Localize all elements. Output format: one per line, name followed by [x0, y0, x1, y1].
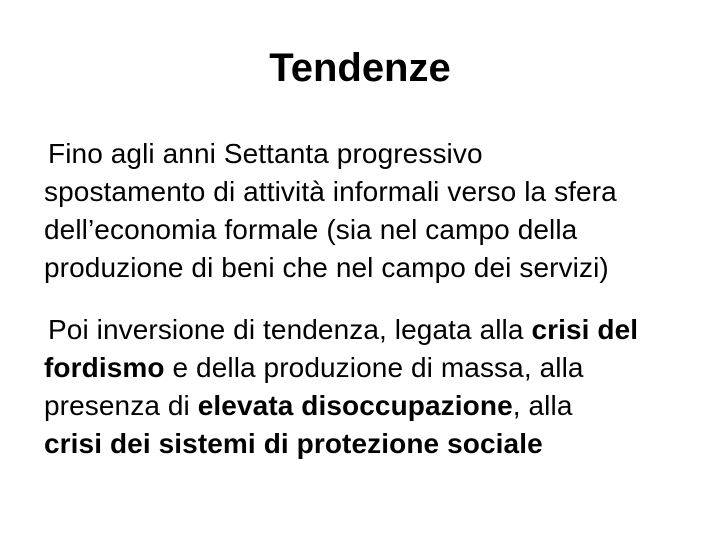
paragraph-2-bold-text: crisi del — [531, 314, 639, 345]
paragraph-2-text: Poi inversione di tendenza, legata alla — [48, 314, 532, 345]
paragraph-2-text: presenza di — [44, 390, 198, 421]
paragraph-1-line-3: dell’economia formale (sia nel campo della — [44, 214, 578, 245]
paragraph-2-bold-text: elevata disoccupazione — [197, 390, 513, 421]
paragraph-2-line-2 — [44, 349, 704, 387]
slide-title: Tendenze — [269, 46, 451, 90]
paragraph-1-line-1: Fino agli anni Settanta progressivo — [48, 138, 483, 169]
paragraph-1-line-4: produzione di beni che nel campo dei servizi) — [44, 252, 609, 283]
paragraph-2-line-3 — [44, 387, 704, 425]
paragraph-2-line-1 — [44, 311, 704, 349]
paragraph-2-text: e della produzione di massa, alla — [164, 352, 584, 383]
paragraph-1 — [44, 135, 704, 287]
paragraph-2-text: , alla — [512, 390, 573, 421]
paragraph-1-line-2: spostamento di attività informali verso la sfera — [44, 176, 617, 207]
paragraph-2-bold-text: fordismo — [44, 352, 165, 383]
paragraph-2-line-4 — [44, 425, 704, 463]
paragraph-2-bold-text: crisi dei sistemi di protezione sociale — [44, 428, 543, 459]
paragraph-2 — [44, 311, 704, 463]
